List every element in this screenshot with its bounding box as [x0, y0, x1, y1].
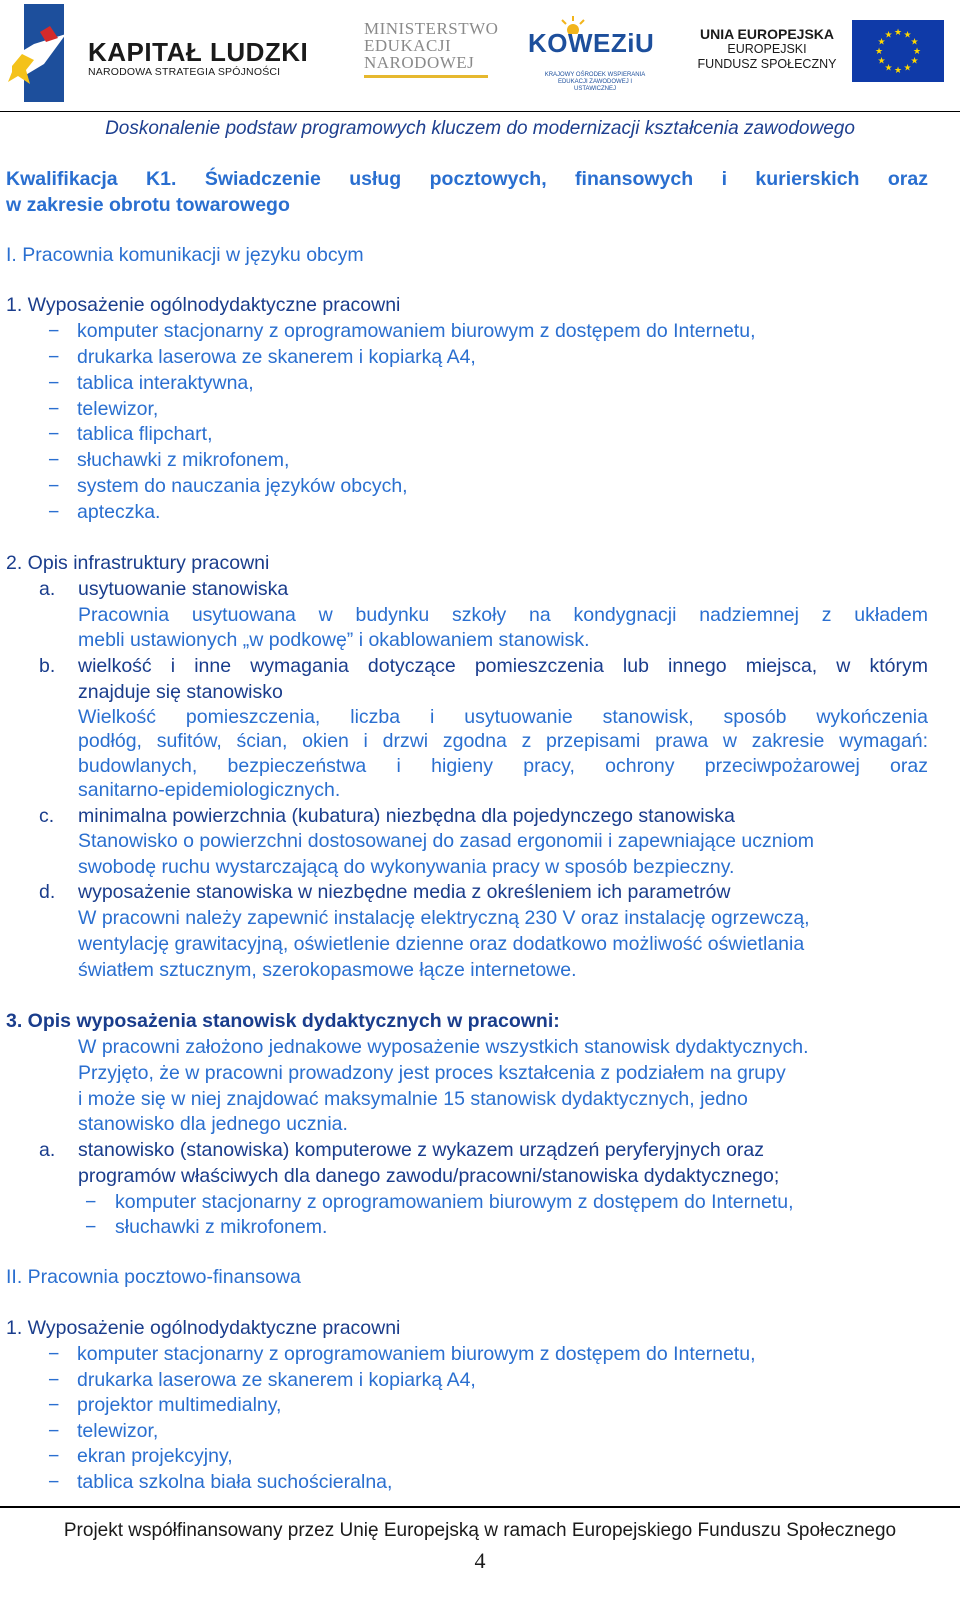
list-bullet: −: [48, 423, 60, 445]
list-bullet: −: [48, 1445, 60, 1467]
koweziu-subtitle: KRAJOWY OŚRODEK WSPIERANIA EDUKACJI ZAWODOWEJ I USTAWICZNEJ: [544, 72, 646, 92]
list-bullet: −: [48, 1394, 60, 1416]
paragraph-line: mebli ustawionych „w podkowę” i okablowaniem stanowisk.: [78, 629, 590, 651]
list-item: telewizor,: [77, 398, 159, 420]
subsection-title: minimalna powierzchnia (kubatura) niezbędna dla pojedynczego stanowiska: [78, 805, 735, 827]
header-divider: [0, 111, 960, 112]
list-item: słuchawki z mikrofonem.: [115, 1216, 328, 1238]
paragraph-line: Przyjęto, że w pracowni prowadzony jest proces kształcenia z podziałem na grupy: [78, 1062, 786, 1084]
list-item: apteczka.: [77, 501, 161, 523]
list-bullet: −: [48, 1343, 60, 1365]
eu-star-icon: ★: [877, 55, 886, 66]
footer-text: Projekt współfinansowany przez Unię Europejską w ramach Europejskiego Funduszu Społecznego: [63, 1520, 897, 1541]
list-bullet: −: [48, 346, 60, 368]
paragraph-line: stanowisko dla jednego ucznia.: [78, 1113, 348, 1135]
subsection-label: b.: [39, 655, 56, 677]
subsection-label: c.: [39, 805, 55, 827]
subsection-label: d.: [39, 881, 56, 903]
list-item: system do nauczania języków obcych,: [77, 475, 408, 497]
eu-star-icon: ★: [912, 46, 922, 56]
eu-text: [696, 26, 838, 72]
list-bullet: −: [85, 1191, 97, 1213]
list-bullet: −: [48, 501, 60, 523]
list-item: komputer stacjonarny z oprogramowaniem biurowym z dostępem do Internetu,: [77, 1343, 756, 1365]
eu-star-icon: ★: [910, 36, 919, 47]
subsection-label: a.: [39, 578, 56, 600]
ministry-line-3: NARODOWEJ: [364, 53, 475, 72]
list-bullet: −: [48, 1471, 60, 1493]
paragraph-line: W pracowni należy zapewnić instalację elektryczną 230 V oraz instalację ogrzewczą,: [78, 907, 810, 929]
project-title: Doskonalenie podstaw programowych kluczem do modernizacji kształcenia zawodowego: [105, 118, 855, 139]
paragraph-line: wentylację grawitacyjną, oświetlenie dzienne oraz dodatkowo możliwość oświetlania: [78, 933, 805, 955]
paragraph-line: Stanowisko o powierzchni dostosowanej do zasad ergonomii i zapewniające uczniom: [78, 830, 814, 852]
list-item: tablica szkolna biała suchościeralna,: [77, 1471, 393, 1493]
section-1-heading-1: 1. Wyposażenie ogólnodydaktyczne pracowni: [6, 294, 401, 316]
footer-divider: [0, 1506, 960, 1508]
koweziu-logo: [528, 16, 655, 92]
list-item: drukarka laserowa ze skanerem i kopiarką A4,: [77, 346, 476, 368]
ministry-underline: [364, 75, 488, 78]
list-item: drukarka laserowa ze skanerem i kopiarką A4,: [77, 1369, 476, 1391]
list-item: komputer stacjonarny z oprogramowaniem biurowym z dostępem do Internetu,: [77, 320, 756, 342]
paragraph-line: Pracownia usytuowana w budynku szkoły na kondygnacji nadziemnej z układem: [78, 604, 928, 626]
list-bullet: −: [48, 475, 60, 497]
ministry-logo: [364, 20, 500, 78]
qualification-title-line-1: Kwalifikacja K1. Świadczenie usług pocztowych, finansowych i kurierskich oraz: [6, 168, 928, 190]
kapital-ludzki-logo: [4, 4, 66, 102]
subsection-title: wielkość i inne wymagania dotyczące pomieszczenia lub innego miejsca, w którym: [78, 655, 928, 677]
list-item: słuchawki z mikrofonem,: [77, 449, 290, 471]
eu-star-icon: ★: [874, 46, 884, 56]
eu-flag-icon: [852, 20, 944, 82]
list-item: komputer stacjonarny z oprogramowaniem biurowym z dostępem do Internetu,: [115, 1191, 794, 1213]
koweziu-wordmark: KOWEZiU: [528, 28, 655, 58]
kapital-ludzki-wordmark: [88, 38, 308, 78]
subsection-label: a.: [39, 1139, 56, 1161]
list-bullet: −: [48, 398, 60, 420]
subsection-title: znajduje się stanowisko: [78, 681, 283, 703]
eu-star-icon: ★: [910, 55, 919, 66]
paragraph-line: swobodę ruchu wystarczającą do wykonywania pracy w sposób bezpieczny.: [78, 856, 735, 878]
eu-line-1: UNIA EUROPEJSKA: [699, 26, 835, 42]
subsection-title: usytuowanie stanowiska: [78, 578, 289, 600]
kapital-ludzki-title: KAPITAŁ LUDZKI: [88, 37, 309, 67]
kapital-ludzki-subtitle: NARODOWA STRATEGIA SPÓJNOŚCI: [88, 66, 281, 78]
eu-line-2: EUROPEJSKI: [727, 42, 807, 56]
list-item: ekran projekcyjny,: [77, 1445, 233, 1467]
ministry-line-1: MINISTERSTWO: [364, 19, 499, 38]
eu-star-icon: ★: [884, 29, 893, 40]
paragraph-line: światłem sztucznym, szerokopasmowe łącze internetowe.: [78, 959, 577, 981]
paragraph-line: Wielkość pomieszczenia, liczba i usytuowanie stanowisk, sposób wykończenia: [78, 706, 928, 728]
paragraph-line: podłóg, sufitów, ścian, okien i drzwi zgodna z przepisami prawa w zakresie wymagań:: [78, 730, 928, 752]
list-item: projektor multimedialny,: [77, 1394, 282, 1416]
section-1-heading-3: 3. Opis wyposażenia stanowisk dydaktycznych w pracowni:: [6, 1010, 560, 1032]
paragraph-line: budowlanych, bezpieczeństwa i higieny pracy, ochrony przeciwpożarowej oraz: [78, 755, 928, 777]
subsection-title: stanowisko (stanowiska) komputerowe z wykazem urządzeń peryferyjnych oraz: [78, 1139, 765, 1161]
list-bullet: −: [85, 1216, 97, 1238]
eu-star-icon: ★: [893, 65, 903, 75]
list-item: telewizor,: [77, 1420, 159, 1442]
eu-star-icon: ★: [884, 62, 893, 73]
ministry-line-2: EDUKACJI: [364, 36, 452, 55]
section-2-title: II. Pracownia pocztowo-finansowa: [6, 1266, 301, 1288]
list-bullet: −: [48, 1369, 60, 1391]
eu-line-3: FUNDUSZ SPOŁECZNY: [697, 57, 837, 71]
section-1-heading-2: 2. Opis infrastruktury pracowni: [6, 552, 270, 574]
list-bullet: −: [48, 320, 60, 342]
eu-star-icon: ★: [877, 36, 886, 47]
paragraph-line: i może się w niej znajdować maksymalnie 15 stanowisk dydaktycznych, jedno: [78, 1088, 748, 1110]
qualification-title-line-2: w zakresie obrotu towarowego: [6, 194, 290, 216]
subsection-title: programów właściwych dla danego zawodu/pracowni/stanowiska dydaktycznego;: [78, 1165, 780, 1187]
eu-star-icon: ★: [893, 27, 903, 37]
page-number: 4: [474, 1548, 486, 1573]
section-2-heading-1: 1. Wyposażenie ogólnodydaktyczne pracowni: [6, 1317, 401, 1339]
list-bullet: −: [48, 372, 60, 394]
section-1-title: I. Pracownia komunikacji w języku obcym: [6, 244, 364, 266]
eu-star-icon: ★: [903, 62, 912, 73]
list-item: tablica interaktywna,: [77, 372, 254, 394]
page-header: [0, 0, 960, 112]
list-bullet: −: [48, 449, 60, 471]
list-item: tablica flipchart,: [77, 423, 213, 445]
eu-star-icon: ★: [903, 29, 912, 40]
list-bullet: −: [48, 1420, 60, 1442]
paragraph-line: sanitarno-epidemiologicznych.: [78, 779, 341, 801]
subsection-title: wyposażenie stanowiska w niezbędne media z określeniem ich parametrów: [78, 881, 731, 903]
paragraph-line: W pracowni założono jednakowe wyposażenie wszystkich stanowisk dydaktycznych.: [78, 1036, 809, 1058]
